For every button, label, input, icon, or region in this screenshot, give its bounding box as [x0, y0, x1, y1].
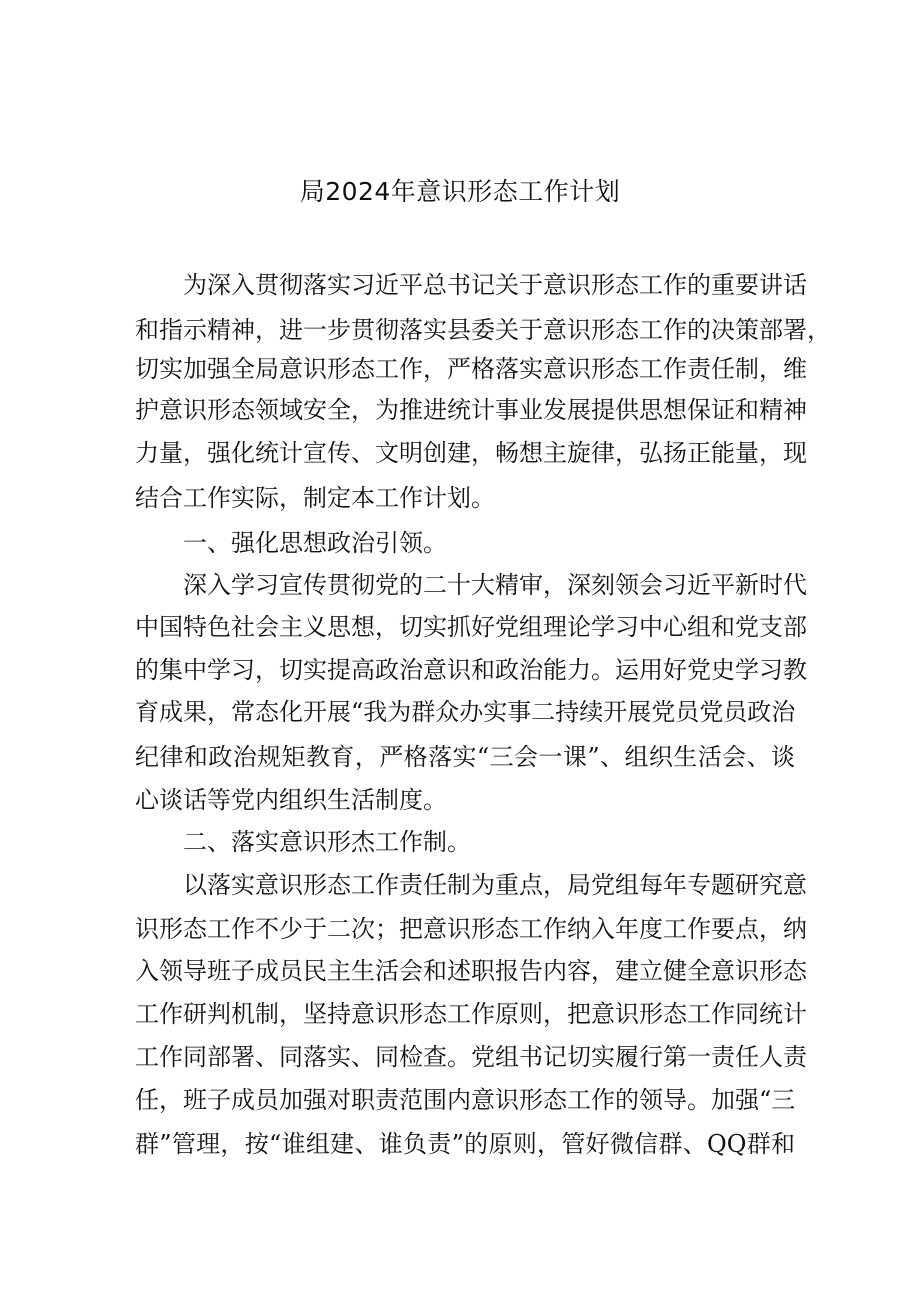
paragraph-line: 的集中学习，切实提高政治意识和政治能力。运用好党史学习教 — [135, 656, 807, 684]
paragraph-line: 结合工作实际，制定本工作计划。 — [135, 484, 495, 512]
paragraph-line: 中国特色社会主义思想，切实抓好党组理论学习中心组和党支部 — [135, 613, 807, 641]
paragraph-line: 工作同部署、同落实、同检查。党组书记切实履行第一责任人责 — [135, 1043, 807, 1071]
paragraph-line: 心谈话等党内组织生活制度。 — [135, 786, 447, 814]
section-heading: 一、强化思想政治引领。 — [183, 529, 447, 557]
paragraph-line: 群”管理，按“谁组建、谁负责”的原则，管好微信群、QQ群和 — [135, 1130, 795, 1158]
paragraph-line: 任，班子成员加强对职责范围内意识形态工作的领导。加强“三 — [135, 1086, 796, 1114]
paragraph-line: 育成果，常态化开展“我为群众办实事二持续开展党员党员政治 — [135, 698, 796, 726]
paragraph-line: 以落实意识形态工作责任制为重点，局党组每年专题研究意 — [183, 871, 807, 899]
paragraph-line: 为深入贯彻落实习近平总书记关于意识形态工作的重要讲话 — [183, 271, 807, 299]
paragraph-line: 纪律和政治规矩教育，严格落实“三会一课”、组织生活会、谈 — [135, 743, 795, 771]
paragraph-line: 和指示精神，进一步贯彻落实县委关于意识形态工作的决策部署， — [135, 316, 831, 344]
paragraph-line: 力量，强化统计宣传、文明创建，畅想主旋律，弘扬正能量，现 — [135, 439, 807, 467]
section-heading: 二、落实意识形杰工作制。 — [183, 828, 471, 856]
paragraph-line: 护意识形态领域安全，为推进统计事业发展提供思想保证和精神 — [135, 396, 807, 424]
paragraph-line: 切实加强全局意识形态工作，严格落实意识形态工作责任制，维 — [135, 355, 807, 383]
document-title: 局2024年意识形态工作计划 — [299, 177, 621, 206]
paragraph-line: 入领导班子成员民主生活会和述职报告内容，建立健全意识形态 — [135, 957, 807, 985]
paragraph-line: 深入学习宣传贯彻党的二十大精审，深刻领会习近平新时代 — [183, 571, 807, 599]
paragraph-line: 工作研判机制，坚持意识形态工作原则，把意识形态工作同统计 — [135, 1000, 807, 1028]
paragraph-line: 识形态工作不少于二次；把意识形态工作纳入年度工作要点，纳 — [135, 915, 807, 943]
